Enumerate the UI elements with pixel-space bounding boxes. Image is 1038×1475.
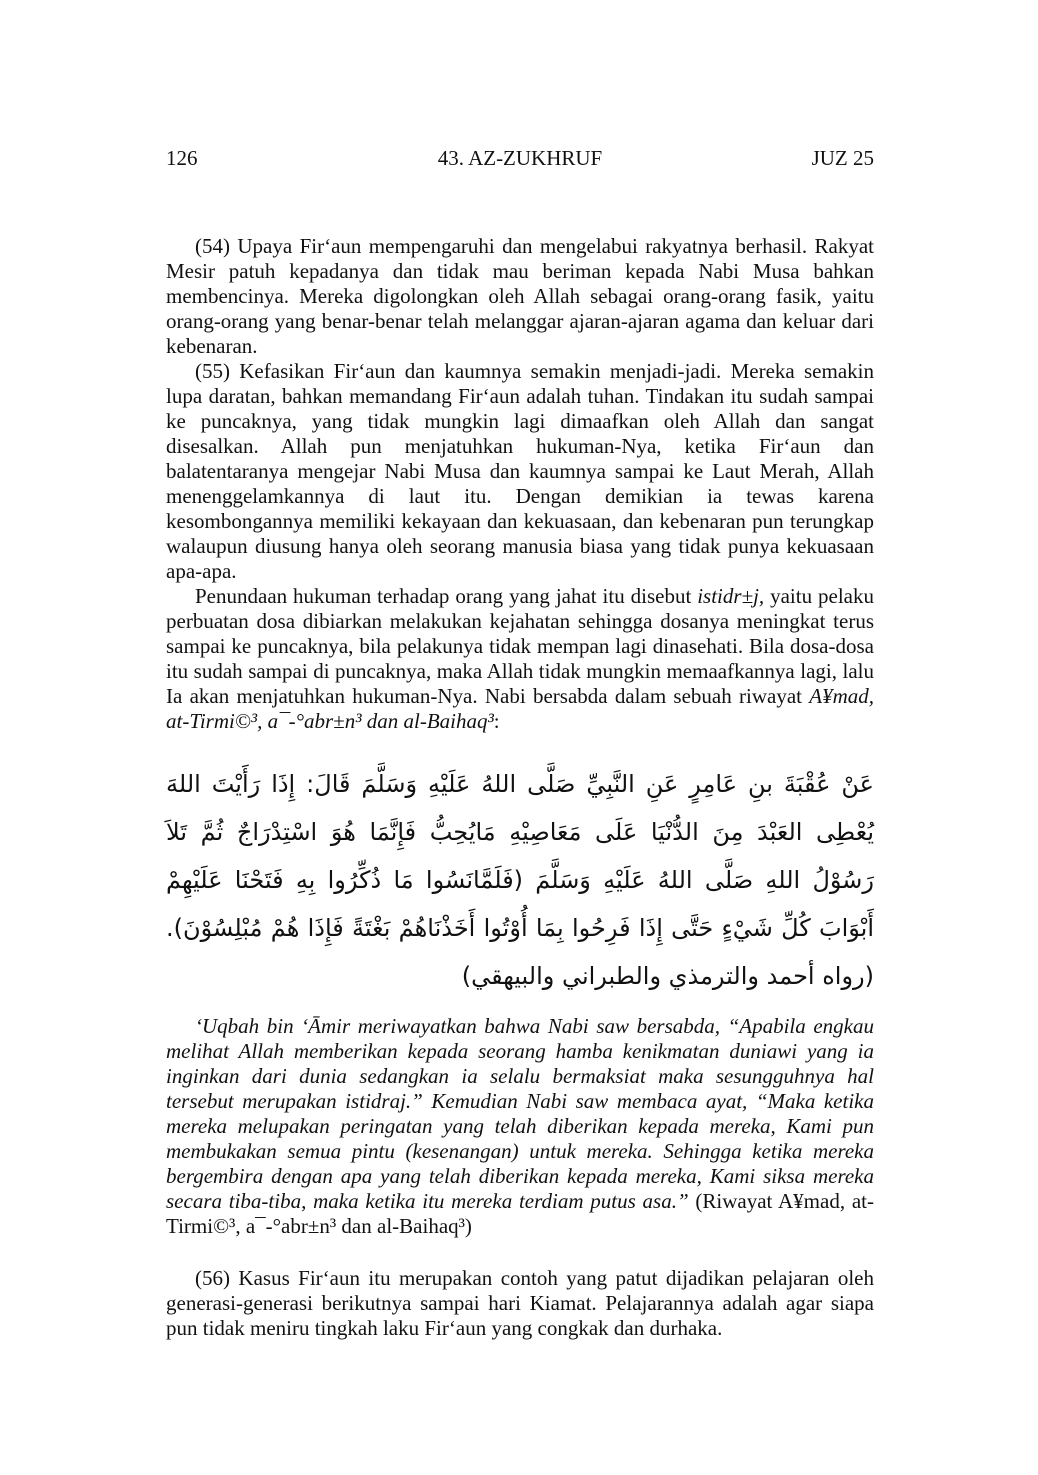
hadith-arabic-text: عَنْ عُقْبَةَ بنِ عَامِرٍ عَنِ النَّبِيِّ صَلَّى اللهُ عَلَيْهِ وَسَلَّمَ قَالَ: إِذَا رَأَيْتَ اللهَ يُعْطِى العَبْدَ مِنَ الدُّنْيَا عَلَى مَعَاصِيْهِ مَايُحِبُّ فَإِنَّمَا هُوَ اسْتِدْرَاجٌ ثُمَّ تَلاَ رَسُوْلُ اللهِ صَلَّى اللهُ عَلَيْهِ وَسَلَّمَ (فَلَمَّانَسُوا مَا ذُكِّرُوا بِهِ فَتَحْنَا عَلَيْهِمْ أَبْوَابَ كُلِّ شَيْءٍ حَتَّى إِذَا فَرِحُوا بِمَا أُوْتُوا أَخَذْنَاهُمْ بَغْتَةً فَإِذَا هُمْ مُبْلِسُوْنَ). (رواه أحمد والترمذي والطبراني والبيهقي)	[166, 770, 874, 990]
istidraj-colon: :	[493, 709, 500, 733]
surah-title: 43. AZ-ZUKHRUF	[437, 146, 603, 170]
istidraj-text-before: Penundaan hukuman terhadap orang yang jahat itu disebut	[195, 584, 698, 608]
paragraph-istidraj	[166, 584, 874, 734]
page-body	[166, 234, 874, 1341]
hadith-sources: A¥mad, at-Tirmi©³, a¯-°abr±n³ dan al-Baihaq³	[166, 684, 874, 733]
paragraph-56: (56) Kasus Fir‘aun itu merupakan contoh yang patut dijadikan pelajaran oleh generasi-generasi berikutnya sampai hari Kiamat. Pelajarannya adalah agar siapa pun tidak meniru tingkah laku Fir‘aun yang congkak dan durhaka.	[166, 1266, 874, 1340]
paragraph-gap	[166, 1239, 874, 1266]
istidraj-term: istidr±j,	[697, 584, 765, 608]
paragraph-54: (54) Upaya Fir‘aun mempengaruhi dan mengelabui rakyatnya berhasil. Rakyat Mesir patuh kepadanya dan tidak mau beriman kepada Nabi Musa bahkan membencinya. Mereka digolongkan oleh Allah sebagai orang-orang fasik, yaitu orang-orang yang benar-benar telah melanggar ajaran-ajaran agama dan keluar dari kebenaran.	[166, 234, 874, 358]
istidraj-text-after: yaitu pelaku perbuatan dosa dibiarkan melakukan kejahatan sehingga dosanya meningkat terus sampai ke puncaknya, bila pelakunya tidak mempan lagi dinasehati. Bila dosa-dosa itu sudah sampai di puncaknya, maka Allah tidak mungkin memaafkannya lagi, lalu Ia akan menjatuhkan hukuman-Nya. Nabi bersabda dalam sebuah riwayat	[166, 584, 874, 708]
translation-source: (Riwayat A¥mad, at-Tirmi©³, a¯-°abr±n³ dan al-Baihaq³)	[166, 1189, 874, 1238]
translation-italic: ‘Uqbah bin ‘Āmir meriwayatkan bahwa Nabi saw bersabda, “Apabila engkau melihat Allah memberikan kepada seorang hamba kenikmatan duniawi yang ia inginkan dari dunia sedangkan ia selalu bermaksiat maka sesungguhnya hal tersebut merupakan istidraj.” Kemudian Nabi saw membaca ayat, “Maka ketika mereka melupakan peringatan yang telah diberikan kepada mereka, Kami pun membukakan semua pintu (kesenangan) untuk mereka. Sehingga ketika mereka bergembira dengan apa yang telah diberikan kepada mereka, Kami siksa mereka secara tiba-tiba, maka ketika itu mereka terdiam putus asa.”	[166, 1014, 874, 1213]
page-number: 126	[166, 146, 198, 170]
hadith-translation	[166, 1014, 874, 1239]
paragraph-55: (55) Kefasikan Fir‘aun dan kaumnya semakin menjadi-jadi. Mereka semakin lupa daratan, bahkan memandang Fir‘aun adalah tuhan. Tindakan itu sudah sampai ke puncaknya, yang tidak mungkin lagi dimaafkan oleh Allah dan sangat disesalkan. Allah pun menjatuhkan hukuman-Nya, ketika Fir‘aun dan balatentaranya mengejar Nabi Musa dan kaumnya sampai ke Laut Merah, Allah menenggelamkannya di laut itu. Dengan demikian ia tewas karena kesombongannya memiliki kekayaan dan kekuasaan, dan kebenaran pun terungkap walaupun diusung hanya oleh seorang manusia biasa yang tidak punya kekuasaan apa-apa.	[166, 359, 874, 583]
juz-label: JUZ 25	[811, 146, 874, 170]
